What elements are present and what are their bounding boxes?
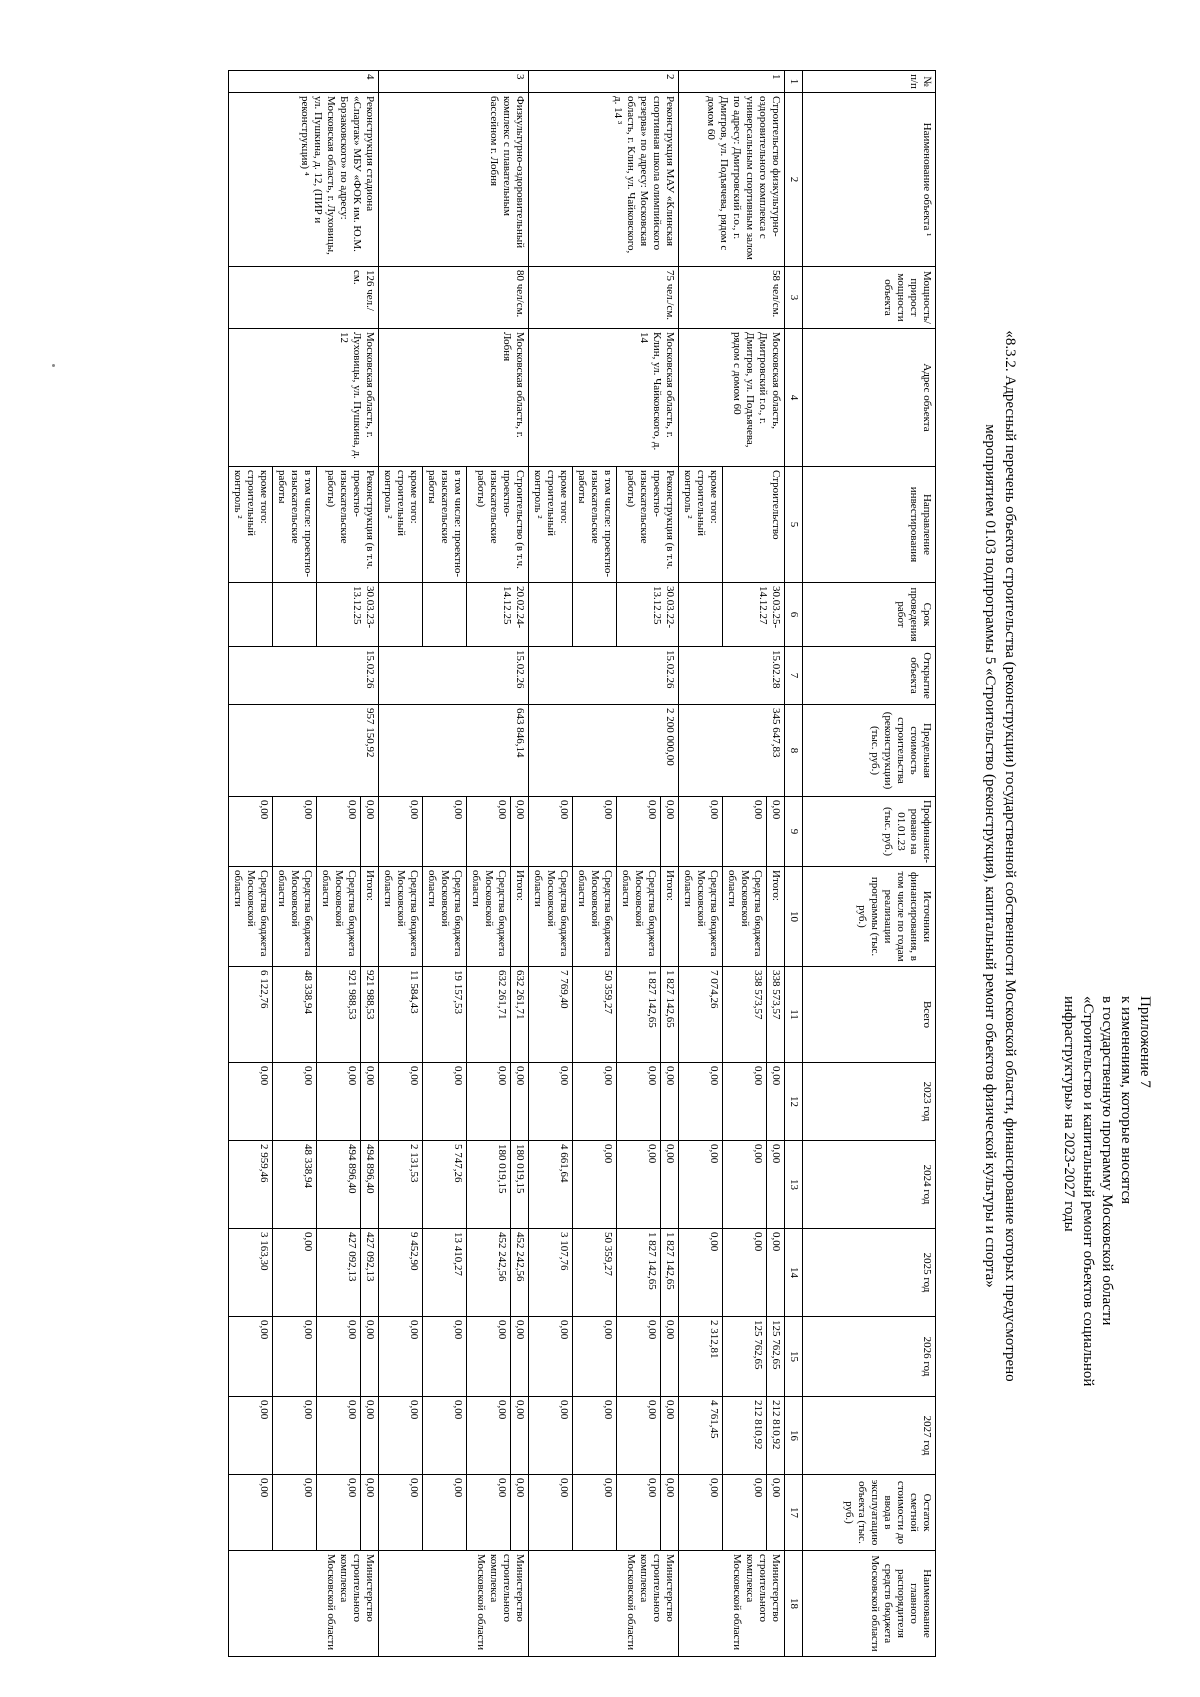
remaining-cost-value: 0,00: [317, 1475, 361, 1551]
object-number: 1: [679, 71, 785, 93]
appendix-line: Приложение 7: [1137, 996, 1153, 1088]
remaining-cost-value: 0,00: [379, 1475, 423, 1551]
title-line: «8.3.2. Адресный перечень объектов строительства (реконструкции) государственной собственности Московской области, финансирование которых предусмотрено: [1002, 330, 1018, 1382]
object-number: 3: [379, 71, 529, 93]
total-value: 1 827 142,65: [617, 967, 661, 1063]
year-2025-value: 427 092,13: [317, 1229, 361, 1317]
column-number: 3: [785, 267, 803, 329]
year-2024-value: 4 661,64: [529, 1141, 573, 1229]
column-header: Предельная стоимость строительства (реконструкции) (тыс. руб.): [803, 705, 936, 797]
header-row: [803, 71, 936, 1657]
year-2026-value: 0,00: [511, 1317, 529, 1397]
object-name: Строительство физкультурно-оздоровительного комплекса с универсальным спортивным залом по адресу: Дмитровский г.о., г. Дмитров, ул. Подъячева, рядом с домом 60: [679, 93, 785, 267]
funding-source: Итого:: [661, 867, 679, 967]
total-value: 338 573,57: [767, 967, 785, 1063]
column-number: 12: [785, 1063, 803, 1141]
year-2023-value: 0,00: [273, 1063, 317, 1141]
investment-direction: кроме того: строительный контроль ²: [229, 467, 273, 583]
year-2023-value: 0,00: [573, 1063, 617, 1141]
financed-value: 0,00: [273, 797, 317, 867]
total-value: 338 573,57: [723, 967, 767, 1063]
year-2027-value: 0,00: [229, 1397, 273, 1475]
column-number: 10: [785, 867, 803, 967]
investment-direction: Строительство (в т.ч. проектно-изыскательские работы): [467, 467, 529, 583]
year-2024-value: 494 896,40: [317, 1141, 361, 1229]
year-2024-value: 2 131,53: [379, 1141, 423, 1229]
year-2027-value: 0,00: [361, 1397, 379, 1475]
column-number: 14: [785, 1229, 803, 1317]
year-2027-value: 0,00: [661, 1397, 679, 1475]
total-value: 7 074,26: [679, 967, 723, 1063]
year-2026-value: 0,00: [573, 1317, 617, 1397]
column-header: Адрес объекта: [803, 329, 936, 467]
year-2024-value: 48 338,94: [273, 1141, 317, 1229]
funding-source: Итого:: [511, 867, 529, 967]
table-row: [511, 71, 529, 1657]
year-2027-value: 0,00: [379, 1397, 423, 1475]
year-2025-value: 3 107,76: [529, 1229, 573, 1317]
year-2027-value: 0,00: [617, 1397, 661, 1475]
work-term-empty: [529, 583, 573, 647]
total-value: 48 338,94: [273, 967, 317, 1063]
column-header: № п/п: [803, 71, 936, 93]
investment-direction: в том числе: проектно-изыскательские работы: [573, 467, 617, 583]
funding-source: Средства бюджета Московской области: [617, 867, 661, 967]
year-2023-value: 0,00: [679, 1063, 723, 1141]
year-2026-value: 0,00: [467, 1317, 511, 1397]
year-2025-value: 452 242,56: [467, 1229, 511, 1317]
work-term: 20.02.24-14.12.25: [467, 583, 529, 647]
year-2023-value: 0,00: [661, 1063, 679, 1141]
column-header: Мощность/ прирост мощности объекта: [803, 267, 936, 329]
object-opening: 15.02.26: [379, 647, 529, 705]
year-2024-value: 2 959,46: [229, 1141, 273, 1229]
year-2027-value: 212 810,92: [723, 1397, 767, 1475]
column-number: 17: [785, 1475, 803, 1551]
total-value: 6 122,76: [229, 967, 273, 1063]
remaining-cost-value: 0,00: [229, 1475, 273, 1551]
year-2024-value: 0,00: [723, 1141, 767, 1229]
total-value: 7 769,40: [529, 967, 573, 1063]
remaining-cost-value: 0,00: [423, 1475, 467, 1551]
total-value: 50 359,27: [573, 967, 617, 1063]
year-2026-value: 0,00: [529, 1317, 573, 1397]
object-number: 2: [529, 71, 679, 93]
year-2026-value: 0,00: [379, 1317, 423, 1397]
remaining-cost-value: 0,00: [511, 1475, 529, 1551]
year-2026-value: 0,00: [317, 1317, 361, 1397]
total-value: 632 261,71: [467, 967, 511, 1063]
year-2024-value: 5 747,26: [423, 1141, 467, 1229]
year-2027-value: 4 761,45: [679, 1397, 723, 1475]
column-header: 2027 год: [803, 1397, 936, 1475]
object-address: Московская область, г. Луховицы, ул. Пушкина, д. 12: [229, 329, 379, 467]
financed-value: 0,00: [361, 797, 379, 867]
work-term: 30.03.25-14.12.27: [723, 583, 785, 647]
year-2027-value: 0,00: [273, 1397, 317, 1475]
appendix-line: к изменениям, которые вносятся: [1118, 996, 1134, 1205]
year-2026-value: 0,00: [229, 1317, 273, 1397]
funding-source: Средства бюджета Московской области: [229, 867, 273, 967]
investment-direction: в том числе: проектно-изыскательские работы: [423, 467, 467, 583]
object-capacity: 75 чел./см.: [529, 267, 679, 329]
object-capacity: 126 чел./см.: [229, 267, 379, 329]
funding-source: Средства бюджета Московской области: [723, 867, 767, 967]
remaining-cost-value: 0,00: [723, 1475, 767, 1551]
funding-source: Средства бюджета Московской области: [529, 867, 573, 967]
column-number: 7: [785, 647, 803, 705]
year-2024-value: 180 019,15: [511, 1141, 529, 1229]
funding-source: Итого:: [767, 867, 785, 967]
column-number: 6: [785, 583, 803, 647]
column-number: 2: [785, 93, 803, 267]
column-header: Открытие объекта: [803, 647, 936, 705]
financed-value: 0,00: [379, 797, 423, 867]
column-number: 11: [785, 967, 803, 1063]
column-header: Источники финансирования, в том числе по годам реализации программы (тыс. руб.): [803, 867, 936, 967]
scan-dot: [52, 364, 55, 367]
remaining-cost-value: 0,00: [617, 1475, 661, 1551]
year-2023-value: 0,00: [767, 1063, 785, 1141]
year-2026-value: 0,00: [617, 1317, 661, 1397]
financed-value: 0,00: [423, 797, 467, 867]
remaining-cost-value: 0,00: [573, 1475, 617, 1551]
table-row: [767, 71, 785, 1657]
year-2026-value: 125 762,65: [723, 1317, 767, 1397]
financed-value: 0,00: [229, 797, 273, 867]
investment-direction: кроме того: строительный контроль ²: [379, 467, 423, 583]
financed-value: 0,00: [573, 797, 617, 867]
work-term-empty: [423, 583, 467, 647]
year-2027-value: 0,00: [511, 1397, 529, 1475]
year-2025-value: 9 452,90: [379, 1229, 423, 1317]
remaining-cost-value: 0,00: [529, 1475, 573, 1551]
column-header: Наименование объекта ¹: [803, 93, 936, 267]
financed-value: 0,00: [317, 797, 361, 867]
remaining-cost-value: 0,00: [467, 1475, 511, 1551]
financed-value: 0,00: [723, 797, 767, 867]
chief-administrator: Министерство строительного комплекса Московской области: [679, 1551, 785, 1657]
total-value: 19 157,53: [423, 967, 467, 1063]
year-2026-value: 0,00: [273, 1317, 317, 1397]
column-header: Направление инвестирования: [803, 467, 936, 583]
funding-source: Средства бюджета Московской области: [317, 867, 361, 967]
column-number: 8: [785, 705, 803, 797]
document-title: [980, 66, 1020, 1646]
year-2023-value: 0,00: [317, 1063, 361, 1141]
year-2025-value: 452 242,56: [511, 1229, 529, 1317]
column-header: 2023 год: [803, 1063, 936, 1141]
financed-value: 0,00: [679, 797, 723, 867]
year-2023-value: 0,00: [379, 1063, 423, 1141]
column-number: 4: [785, 329, 803, 467]
year-2027-value: 0,00: [317, 1397, 361, 1475]
column-number: 5: [785, 467, 803, 583]
remaining-cost-value: 0,00: [679, 1475, 723, 1551]
chief-administrator: Министерство строительного комплекса Московской области: [529, 1551, 679, 1657]
funding-source: Итого:: [361, 867, 379, 967]
appendix-line: в государственную программу Московской области: [1099, 996, 1115, 1326]
investment-direction: кроме того: строительный контроль ²: [679, 467, 723, 583]
investment-direction: Реконструкция (в т.ч. проектно-изыскательские работы): [317, 467, 379, 583]
object-name: Реконструкция стадиона «Спартак» МБУ «ФОК им. Ю.М. Борзаковского» по адресу: Московская область, г. Луховицы, ул. Пушкина, д. 12, (ПИР и реконструкция) ⁴: [229, 93, 379, 267]
total-value: 632 261,71: [511, 967, 529, 1063]
year-2025-value: 3 163,30: [229, 1229, 273, 1317]
year-2025-value: 0,00: [679, 1229, 723, 1317]
work-term-empty: [573, 583, 617, 647]
year-2027-value: 0,00: [467, 1397, 511, 1475]
object-opening: 15.02.26: [229, 647, 379, 705]
total-value: 921 988,53: [317, 967, 361, 1063]
year-2024-value: 0,00: [679, 1141, 723, 1229]
table-row: [661, 71, 679, 1657]
year-2023-value: 0,00: [511, 1063, 529, 1141]
investment-direction: кроме того: строительный контроль ²: [529, 467, 573, 583]
year-2026-value: 0,00: [361, 1317, 379, 1397]
object-address: Московская область, г. Лобня: [379, 329, 529, 467]
remaining-cost-value: 0,00: [767, 1475, 785, 1551]
column-header: 2024 год: [803, 1141, 936, 1229]
year-2023-value: 0,00: [617, 1063, 661, 1141]
remaining-cost-value: 0,00: [361, 1475, 379, 1551]
column-header: Срок проведения работ: [803, 583, 936, 647]
table-row: [361, 71, 379, 1657]
financed-value: 0,00: [529, 797, 573, 867]
object-capacity: 58 чел/см.: [679, 267, 785, 329]
year-2024-value: 0,00: [573, 1141, 617, 1229]
work-term-empty: [679, 583, 723, 647]
work-term-empty: [273, 583, 317, 647]
year-2025-value: 0,00: [767, 1229, 785, 1317]
year-2023-value: 0,00: [361, 1063, 379, 1141]
financed-value: 0,00: [617, 797, 661, 867]
year-2025-value: 0,00: [273, 1229, 317, 1317]
column-header: Всего: [803, 967, 936, 1063]
work-term: 30.03.22-13.12.25: [617, 583, 679, 647]
chief-administrator: Министерство строительного комплекса Московской области: [379, 1551, 529, 1657]
work-term: 30.03.23-13.12.25: [317, 583, 379, 647]
rotated-sheet: [78, 66, 1158, 1652]
remaining-cost-value: 0,00: [273, 1475, 317, 1551]
limit-cost: 345 647,83: [679, 705, 785, 797]
column-number: 9: [785, 797, 803, 867]
object-name: Реконструкция МАУ «Клинская спортивная школа олимпийского резерва» по адресу: Московская область, г. Клин, ул. Чайковского, д. 14 ³: [529, 93, 679, 267]
year-2026-value: 125 762,65: [767, 1317, 785, 1397]
total-value: 11 584,43: [379, 967, 423, 1063]
remaining-cost-value: 0,00: [661, 1475, 679, 1551]
object-opening: 15.02.28: [679, 647, 785, 705]
year-2025-value: 50 359,27: [573, 1229, 617, 1317]
funding-source: Средства бюджета Московской области: [679, 867, 723, 967]
appendix-line: «Строительство и капитальный ремонт объектов социальной: [1080, 996, 1096, 1387]
column-number: 18: [785, 1551, 803, 1657]
investment-direction: Строительство: [723, 467, 785, 583]
year-2024-value: 180 019,15: [467, 1141, 511, 1229]
year-2023-value: 0,00: [529, 1063, 573, 1141]
total-value: 1 827 142,65: [661, 967, 679, 1063]
year-2025-value: 1 827 142,65: [617, 1229, 661, 1317]
year-2023-value: 0,00: [229, 1063, 273, 1141]
financed-value: 0,00: [467, 797, 511, 867]
year-2024-value: 0,00: [661, 1141, 679, 1229]
year-2025-value: 0,00: [723, 1229, 767, 1317]
work-term-empty: [379, 583, 423, 647]
object-address: Московская область, г. Клин, ул. Чайковского, д. 14: [529, 329, 679, 467]
column-header: Наименование главного распорядителя средств бюджета Московской области: [803, 1551, 936, 1657]
year-2023-value: 0,00: [467, 1063, 511, 1141]
limit-cost: 957 150,92: [229, 705, 379, 797]
object-opening: 15.02.26: [529, 647, 679, 705]
object-number: 4: [229, 71, 379, 93]
year-2024-value: 0,00: [617, 1141, 661, 1229]
investment-direction: в том числе: проектно-изыскательские работы: [273, 467, 317, 583]
appendix-header: [1059, 996, 1154, 1636]
column-number: 1: [785, 71, 803, 93]
year-2026-value: 0,00: [661, 1317, 679, 1397]
funding-source: Средства бюджета Московской области: [273, 867, 317, 967]
year-2027-value: 0,00: [573, 1397, 617, 1475]
funding-source: Средства бюджета Московской области: [573, 867, 617, 967]
column-number: 16: [785, 1397, 803, 1475]
investment-direction: Реконструкция (в т.ч. проектно-изыскательские работы): [617, 467, 679, 583]
year-2026-value: 0,00: [423, 1317, 467, 1397]
column-header: 2025 год: [803, 1229, 936, 1317]
year-2025-value: 427 092,13: [361, 1229, 379, 1317]
year-2026-value: 2 312,81: [679, 1317, 723, 1397]
column-header: Остаток сметной стоимости до ввода в эксплуатацию объекта (тыс. руб.): [803, 1475, 936, 1551]
year-2024-value: 0,00: [767, 1141, 785, 1229]
funding-source: Средства бюджета Московской области: [423, 867, 467, 967]
column-number: 15: [785, 1317, 803, 1397]
object-name: Физкультурно-оздоровительный комплекс с плавательным бассейном г. Лобня: [379, 93, 529, 267]
limit-cost: 2 200 000,00: [529, 705, 679, 797]
financed-value: 0,00: [511, 797, 529, 867]
limit-cost: 643 846,14: [379, 705, 529, 797]
financed-value: 0,00: [661, 797, 679, 867]
year-2027-value: 0,00: [529, 1397, 573, 1475]
year-2024-value: 494 896,40: [361, 1141, 379, 1229]
object-address: Московская область, Дмитровский г.о., г. Дмитров, ул. Подъячева, рядом с домом 60: [679, 329, 785, 467]
year-2023-value: 0,00: [723, 1063, 767, 1141]
year-2025-value: 13 410,27: [423, 1229, 467, 1317]
year-2023-value: 0,00: [423, 1063, 467, 1141]
work-term-empty: [229, 583, 273, 647]
address-list-table: [228, 70, 936, 1657]
title-line: мероприятием 01.03 подпрограммы 5 «Строительство (реконструкция), капитальный ремонт объектов физической культуры и спорта»: [982, 424, 998, 1288]
column-number-row: [785, 71, 803, 1657]
object-capacity: 80 чел/см.: [379, 267, 529, 329]
appendix-line: инфраструктуры» на 2023-2027 годы: [1061, 996, 1077, 1232]
year-2027-value: 212 810,92: [767, 1397, 785, 1475]
chief-administrator: Министерство строительного комплекса Московской области: [229, 1551, 379, 1657]
column-number: 13: [785, 1141, 803, 1229]
column-header: 2026 год: [803, 1317, 936, 1397]
year-2027-value: 0,00: [423, 1397, 467, 1475]
financed-value: 0,00: [767, 797, 785, 867]
column-header: Профинанси-ровано на 01.01.23 (тыс. руб.): [803, 797, 936, 867]
total-value: 921 988,53: [361, 967, 379, 1063]
funding-source: Средства бюджета Московской области: [467, 867, 511, 967]
table-body: [229, 71, 785, 1657]
funding-source: Средства бюджета Московской области: [379, 867, 423, 967]
year-2025-value: 1 827 142,65: [661, 1229, 679, 1317]
